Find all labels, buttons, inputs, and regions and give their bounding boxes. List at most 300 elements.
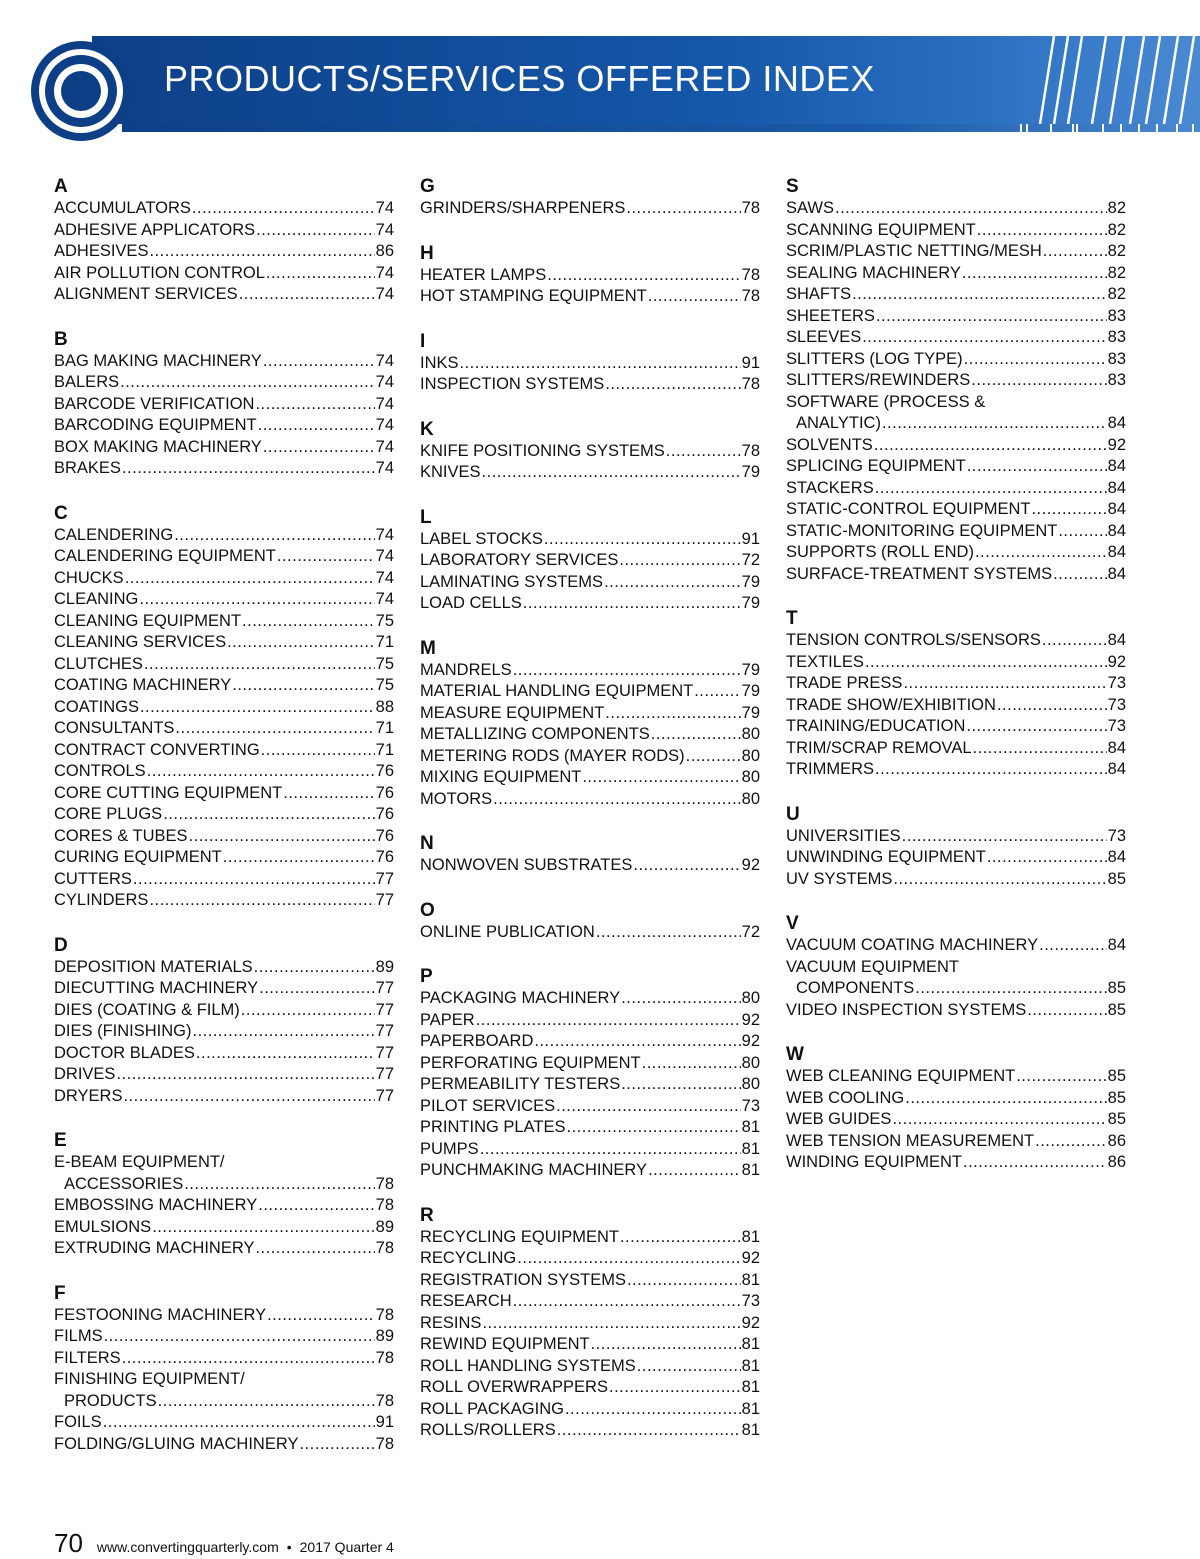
dot-leader xyxy=(482,462,741,484)
index-entry xyxy=(54,1348,394,1370)
dot-leader xyxy=(1035,1131,1107,1153)
index-entry-label: SLITTERS/REWINDERS xyxy=(786,371,971,389)
index-entry-label: TENSION CONTROLS/SENSORS xyxy=(786,631,1041,649)
index-entry-label: BALERS xyxy=(54,373,120,391)
index-entry-label: CLEANING EQUIPMENT xyxy=(54,611,242,630)
dot-leader xyxy=(621,988,740,1010)
dot-leader xyxy=(460,353,741,375)
section-letter: M xyxy=(420,637,436,659)
index-entry xyxy=(786,673,1126,695)
dot-leader xyxy=(144,654,375,676)
dot-leader xyxy=(125,568,375,590)
index-entry xyxy=(420,855,760,877)
index-entry xyxy=(786,695,1126,717)
index-entry xyxy=(54,1043,394,1065)
index-entry-label: CONSULTANTS xyxy=(54,719,175,737)
index-entry-label: ACCUMULATORS xyxy=(54,199,191,217)
index-entry xyxy=(420,1420,760,1442)
index-entry xyxy=(54,740,394,762)
dot-leader xyxy=(261,740,375,762)
index-entry-label: ROLL PACKAGING xyxy=(420,1399,564,1418)
dot-leader xyxy=(476,1010,741,1032)
index-entry xyxy=(54,1434,394,1456)
index-entry-page: 84 xyxy=(1107,457,1126,475)
index-entry xyxy=(54,1305,394,1327)
index-entry-label: SOLVENTS xyxy=(786,435,873,454)
index-entry xyxy=(420,1291,760,1313)
index-entry-page: 81 xyxy=(741,1335,760,1353)
index-entry-label: COATINGS xyxy=(54,697,139,716)
index-entry xyxy=(420,1377,760,1399)
dot-leader xyxy=(902,826,1107,848)
index-entry xyxy=(786,306,1126,328)
dot-leader xyxy=(642,1053,741,1075)
dot-leader xyxy=(513,660,741,682)
index-entry xyxy=(420,550,760,572)
index-entry-page: 84 xyxy=(1107,848,1126,866)
index-entry xyxy=(420,1227,760,1249)
index-entry xyxy=(786,284,1126,306)
index-entry xyxy=(786,198,1126,220)
dot-leader xyxy=(123,1086,374,1108)
dot-leader xyxy=(258,415,375,437)
index-entry-page: 77 xyxy=(375,1000,394,1019)
dot-leader xyxy=(971,370,1106,392)
dot-leader xyxy=(152,1217,374,1239)
index-entry-page: 78 xyxy=(375,1434,394,1453)
index-entry xyxy=(786,869,1126,891)
index-entry-label: ADHESIVES xyxy=(54,242,149,260)
section-letter: R xyxy=(420,1204,434,1226)
section-letter: N xyxy=(420,833,434,854)
dot-leader xyxy=(648,286,741,308)
index-entry xyxy=(54,546,394,568)
index-entry-page: 73 xyxy=(1107,826,1126,845)
index-entry-page: 83 xyxy=(1107,328,1126,346)
index-entry-page: 83 xyxy=(1107,306,1126,325)
dot-leader xyxy=(862,327,1106,349)
index-entry-label: MEASURE EQUIPMENT xyxy=(420,703,605,722)
index-entry xyxy=(54,675,394,697)
index-entry-label: PERMEABILITY TESTERS xyxy=(420,1075,621,1093)
index-entry-continuation: ACCESSORIES xyxy=(64,1174,184,1193)
index-entry-page: 74 xyxy=(375,416,394,434)
index-entry xyxy=(54,869,394,891)
index-entry-label: SLITTERS (LOG TYPE) xyxy=(786,349,963,368)
index-entry-page: 77 xyxy=(375,1065,394,1083)
index-entry-page: 78 xyxy=(741,265,760,284)
index-entry xyxy=(786,1088,1126,1110)
index-entry-page: 74 xyxy=(375,285,394,303)
index-entry xyxy=(786,826,1126,848)
index-entry-page: 80 xyxy=(741,1075,760,1093)
index-entry-label: UV SYSTEMS xyxy=(786,869,893,888)
index-entry-page: 84 xyxy=(1107,478,1126,497)
index-entry xyxy=(420,681,760,703)
index-entry xyxy=(54,957,394,979)
index-entry-label: TRADE PRESS xyxy=(786,674,903,692)
dot-leader xyxy=(626,198,740,220)
index-entry-page: 78 xyxy=(741,199,760,217)
dot-leader xyxy=(299,1434,374,1456)
index-entry-page: 80 xyxy=(741,789,760,808)
dot-leader xyxy=(239,284,375,306)
index-entry-page: 73 xyxy=(1107,717,1126,735)
index-entry-label: CONTRACT CONVERTING xyxy=(54,740,260,759)
index-entry-page: 78 xyxy=(741,441,760,460)
index-entry xyxy=(786,759,1126,781)
index-entry-page: 92 xyxy=(1107,652,1126,671)
index-entry-label: STACKERS xyxy=(786,478,874,497)
dot-leader xyxy=(175,718,374,740)
index-entry xyxy=(420,572,760,594)
index-entry xyxy=(54,1064,394,1086)
index-section xyxy=(420,419,760,484)
dot-leader xyxy=(621,1074,740,1096)
index-entry-page: 74 xyxy=(375,263,394,282)
index-entry-page: 79 xyxy=(741,660,760,679)
dot-leader xyxy=(480,1139,741,1161)
index-entry-page: 91 xyxy=(741,353,760,372)
index-entry-page: 76 xyxy=(375,783,394,802)
dot-leader xyxy=(582,767,740,789)
index-entry-page: 78 xyxy=(375,1305,394,1324)
dot-leader xyxy=(254,957,375,979)
dot-leader xyxy=(263,437,375,459)
index-entry-page: 89 xyxy=(375,1327,394,1345)
dot-leader xyxy=(604,572,741,594)
section-letter: C xyxy=(54,502,68,524)
index-entry-label: CORE CUTTING EQUIPMENT xyxy=(54,783,283,802)
index-entry-label: UNIVERSITIES xyxy=(786,826,901,845)
dot-leader xyxy=(1053,564,1106,586)
dot-leader xyxy=(637,1356,741,1378)
index-entry-label: SEALING MACHINERY xyxy=(786,263,961,282)
index-entry-label: EMULSIONS xyxy=(54,1217,152,1236)
index-entry xyxy=(54,1326,394,1348)
index-entry-label: E-BEAM EQUIPMENT/ xyxy=(54,1153,225,1171)
index-entry xyxy=(420,746,760,768)
index-entry xyxy=(420,767,760,789)
index-section xyxy=(420,900,760,944)
index-entry-label: CALENDERING xyxy=(54,525,174,544)
section-letter: G xyxy=(420,176,435,197)
index-entry xyxy=(54,890,394,912)
index-section xyxy=(786,804,1126,891)
index-entry-page: 82 xyxy=(1107,242,1126,260)
index-entry-label: REGISTRATION SYSTEMS xyxy=(420,1270,626,1289)
dot-leader xyxy=(876,306,1107,328)
dot-leader xyxy=(256,220,375,242)
dot-leader xyxy=(174,525,374,547)
index-entry xyxy=(420,1096,760,1118)
page-number: 70 xyxy=(54,1528,83,1558)
index-entry xyxy=(420,441,760,463)
index-entry-page: 76 xyxy=(375,762,394,780)
index-entry-label: CLEANING SERVICES xyxy=(54,633,227,651)
index-entry-label: SCRIM/PLASTIC NETTING/MESH xyxy=(786,242,1042,260)
index-entry-page: 77 xyxy=(375,1022,394,1040)
dot-leader xyxy=(104,1326,375,1348)
index-entry-label: COATING MACHINERY xyxy=(54,676,232,694)
index-entry-label: EXTRUDING MACHINERY xyxy=(54,1239,255,1257)
index-entry xyxy=(54,437,394,459)
dot-leader xyxy=(103,1412,375,1434)
index-entry-page: 84 xyxy=(1107,631,1126,649)
index-entry-page: 82 xyxy=(1107,199,1126,217)
index-entry-label: PRINTING PLATES xyxy=(420,1118,566,1136)
index-section xyxy=(54,176,394,306)
index-entry-continuation: COMPONENTS xyxy=(796,979,915,997)
dot-leader xyxy=(534,1031,740,1053)
index-entry-page: 84 xyxy=(1107,543,1126,561)
index-entry-label: RESINS xyxy=(420,1313,482,1332)
index-entry-label: CLUTCHES xyxy=(54,654,143,673)
index-entry-label: BAG MAKING MACHINERY xyxy=(54,351,262,370)
dot-leader xyxy=(223,847,375,869)
index-entry-label: HOT STAMPING EQUIPMENT xyxy=(420,287,647,305)
index-entry xyxy=(54,415,394,437)
dot-leader xyxy=(258,1195,374,1217)
dot-leader xyxy=(905,1088,1106,1110)
index-entry xyxy=(786,1000,1126,1022)
dot-leader xyxy=(997,695,1107,717)
index-entry-label: TEXTILES xyxy=(786,652,864,671)
index-entry-label: SCANNING EQUIPMENT xyxy=(786,220,976,239)
index-entry-label: SOFTWARE (PROCESS & xyxy=(786,392,986,411)
index-entry xyxy=(420,1399,760,1421)
dot-leader xyxy=(882,413,1107,435)
index-section xyxy=(54,1283,394,1456)
index-entry-label: MOTORS xyxy=(420,789,493,808)
index-entry xyxy=(420,1356,760,1378)
index-entry xyxy=(786,478,1126,500)
index-entry-label: ALIGNMENT SERVICES xyxy=(54,285,238,303)
index-entry xyxy=(54,568,394,590)
index-section xyxy=(420,1205,760,1442)
index-entry-page: 92 xyxy=(741,1010,760,1029)
index-entry xyxy=(54,351,394,373)
index-entry-page: 85 xyxy=(1107,1067,1126,1085)
index-entry-label: INKS xyxy=(420,353,459,372)
index-section xyxy=(54,1130,394,1260)
dot-leader xyxy=(158,1391,375,1413)
index-entry xyxy=(786,978,1126,1000)
dot-leader xyxy=(196,1043,375,1065)
index-entry-label: MATERIAL HANDLING EQUIPMENT xyxy=(420,682,694,700)
index-entry xyxy=(420,529,760,551)
index-entry-page: 81 xyxy=(741,1270,760,1289)
index-entry-label: LABORATORY SERVICES xyxy=(420,551,619,569)
index-section xyxy=(420,176,760,220)
index-entry xyxy=(786,1066,1126,1088)
dot-leader xyxy=(651,724,741,746)
index-column-3 xyxy=(786,176,1126,1197)
dot-leader xyxy=(620,1227,741,1249)
index-entry xyxy=(54,697,394,719)
dot-leader xyxy=(619,550,740,572)
index-entry-label: MANDRELS xyxy=(420,660,512,679)
dot-leader xyxy=(122,1348,375,1370)
index-entry xyxy=(420,1031,760,1053)
index-entry-label: BARCODING EQUIPMENT xyxy=(54,416,257,434)
index-entry xyxy=(54,1174,394,1196)
index-entry-label: GRINDERS/SHARPENERS xyxy=(420,199,626,217)
dot-leader xyxy=(605,374,740,396)
index-entry-label: BRAKES xyxy=(54,459,121,477)
index-entry-label: KNIFE POSITIONING SYSTEMS xyxy=(420,441,665,460)
dot-leader xyxy=(493,789,741,811)
dot-leader xyxy=(852,284,1107,306)
index-entry-label: SUPPORTS (ROLL END) xyxy=(786,543,974,561)
index-entry xyxy=(786,370,1126,392)
index-entry-page: 81 xyxy=(741,1161,760,1179)
dot-leader xyxy=(686,746,741,768)
dot-leader xyxy=(973,738,1107,760)
index-entry xyxy=(54,284,394,306)
index-entry-label: HEATER LAMPS xyxy=(420,265,547,284)
dot-leader xyxy=(605,703,740,725)
index-entry-page: 85 xyxy=(1107,1000,1126,1019)
index-entry-label: CUTTERS xyxy=(54,869,132,888)
index-entry-label: FOLDING/GLUING MACHINERY xyxy=(54,1434,299,1453)
index-entry-label: STATIC-MONITORING EQUIPMENT xyxy=(786,521,1058,540)
index-entry-label: CYLINDERS xyxy=(54,891,149,909)
index-entry-label: ROLL OVERWRAPPERS xyxy=(420,1378,608,1396)
index-entry-label: DRIVES xyxy=(54,1065,116,1083)
dot-leader xyxy=(566,1117,740,1139)
page-footer xyxy=(54,1528,394,1559)
index-entry xyxy=(54,804,394,826)
index-entry xyxy=(786,630,1126,652)
dot-leader xyxy=(149,241,374,263)
index-entry-label: BOX MAKING MACHINERY xyxy=(54,437,262,456)
index-entry xyxy=(54,847,394,869)
index-entry xyxy=(786,263,1126,285)
index-entry-page: 80 xyxy=(741,989,760,1007)
index-entry-page: 73 xyxy=(741,1292,760,1310)
index-entry-label: FESTOONING MACHINERY xyxy=(54,1305,267,1324)
dot-leader xyxy=(147,761,375,783)
index-entry-label: PAPERBOARD xyxy=(420,1032,534,1050)
section-letter: T xyxy=(786,608,798,629)
index-entry-page: 75 xyxy=(375,611,394,630)
dot-leader xyxy=(517,1248,740,1270)
index-entry-page: 78 xyxy=(375,1196,394,1214)
index-section xyxy=(420,966,760,1182)
index-section xyxy=(786,608,1126,781)
target-logo-icon xyxy=(30,40,132,142)
index-entry xyxy=(786,716,1126,738)
index-entry-page: 84 xyxy=(1107,500,1126,518)
index-entry xyxy=(420,1270,760,1292)
dot-leader xyxy=(513,1291,741,1313)
dot-leader xyxy=(523,593,741,615)
index-entry xyxy=(420,988,760,1010)
index-entry-page: 80 xyxy=(741,725,760,743)
index-entry-page: 84 xyxy=(1107,760,1126,778)
index-entry-label: PAPER xyxy=(420,1010,475,1029)
index-entry xyxy=(786,499,1126,521)
index-entry-label: TRIMMERS xyxy=(786,760,874,778)
section-letter: O xyxy=(420,899,435,921)
index-entry-page: 78 xyxy=(741,287,760,305)
index-entry-label: VACUUM COATING MACHINERY xyxy=(786,936,1039,954)
website-link[interactable]: www.convertingquarterly.com xyxy=(96,1539,279,1555)
index-entry xyxy=(786,1109,1126,1131)
section-letter: W xyxy=(786,1044,804,1065)
section-letter: D xyxy=(54,934,68,956)
index-entry-page: 74 xyxy=(375,220,394,239)
dot-leader xyxy=(903,673,1106,695)
index-entry-page: 77 xyxy=(375,1086,394,1105)
index-entry xyxy=(54,220,394,242)
index-entry xyxy=(54,198,394,220)
section-letter: B xyxy=(54,328,68,350)
index-entry-page: 75 xyxy=(375,676,394,694)
dot-leader xyxy=(255,394,374,416)
index-entry-page: 73 xyxy=(741,1096,760,1115)
index-entry xyxy=(54,1412,394,1434)
index-entry xyxy=(54,1195,394,1217)
index-entry xyxy=(54,1000,394,1022)
index-entry xyxy=(786,349,1126,371)
index-entry-page: 73 xyxy=(1107,674,1126,692)
index-entry-page: 79 xyxy=(741,463,760,481)
index-entry-page: 81 xyxy=(741,1421,760,1439)
dot-leader xyxy=(963,1152,1107,1174)
dot-leader xyxy=(283,783,374,805)
index-entry-page: 84 xyxy=(1107,564,1126,583)
dot-leader xyxy=(266,263,375,285)
index-entry-label: ROLLS/ROLLERS xyxy=(420,1421,556,1439)
index-entry-label: BARCODE VERIFICATION xyxy=(54,394,255,413)
index-entry-page: 74 xyxy=(375,525,394,544)
index-section xyxy=(786,176,1126,585)
index-entry-label: CHUCKS xyxy=(54,568,124,587)
index-entry xyxy=(420,922,760,944)
dot-leader xyxy=(591,1334,741,1356)
index-entry xyxy=(54,1086,394,1108)
index-entry-page: 84 xyxy=(1107,738,1126,757)
index-entry xyxy=(786,1152,1126,1174)
index-entry-page: 86 xyxy=(375,242,394,260)
index-entry-page: 92 xyxy=(741,856,760,874)
index-entry-label: EMBOSSING MACHINERY xyxy=(54,1196,258,1214)
index-entry-page: 77 xyxy=(375,1043,394,1062)
index-entry-continuation: PRODUCTS xyxy=(64,1391,157,1410)
index-entry-label: RECYCLING EQUIPMENT xyxy=(420,1227,619,1246)
index-entry-label: WEB TENSION MEASUREMENT xyxy=(786,1131,1035,1150)
dot-leader xyxy=(987,847,1107,869)
index-entry-page: 71 xyxy=(375,719,394,737)
index-entry-page: 85 xyxy=(1107,869,1126,888)
dot-leader xyxy=(277,546,375,568)
dot-leader xyxy=(967,456,1107,478)
index-entry xyxy=(420,703,760,725)
index-entry-page: 81 xyxy=(741,1139,760,1158)
index-entry-page: 80 xyxy=(741,768,760,786)
index-entry xyxy=(420,789,760,811)
section-letter: H xyxy=(420,242,434,264)
index-entry xyxy=(420,374,760,396)
section-letter: L xyxy=(420,506,432,528)
index-section xyxy=(54,503,394,912)
index-entry-page: 74 xyxy=(375,590,394,608)
index-entry-page: 92 xyxy=(1107,435,1126,454)
dot-leader xyxy=(163,804,374,826)
dot-leader xyxy=(232,675,374,697)
